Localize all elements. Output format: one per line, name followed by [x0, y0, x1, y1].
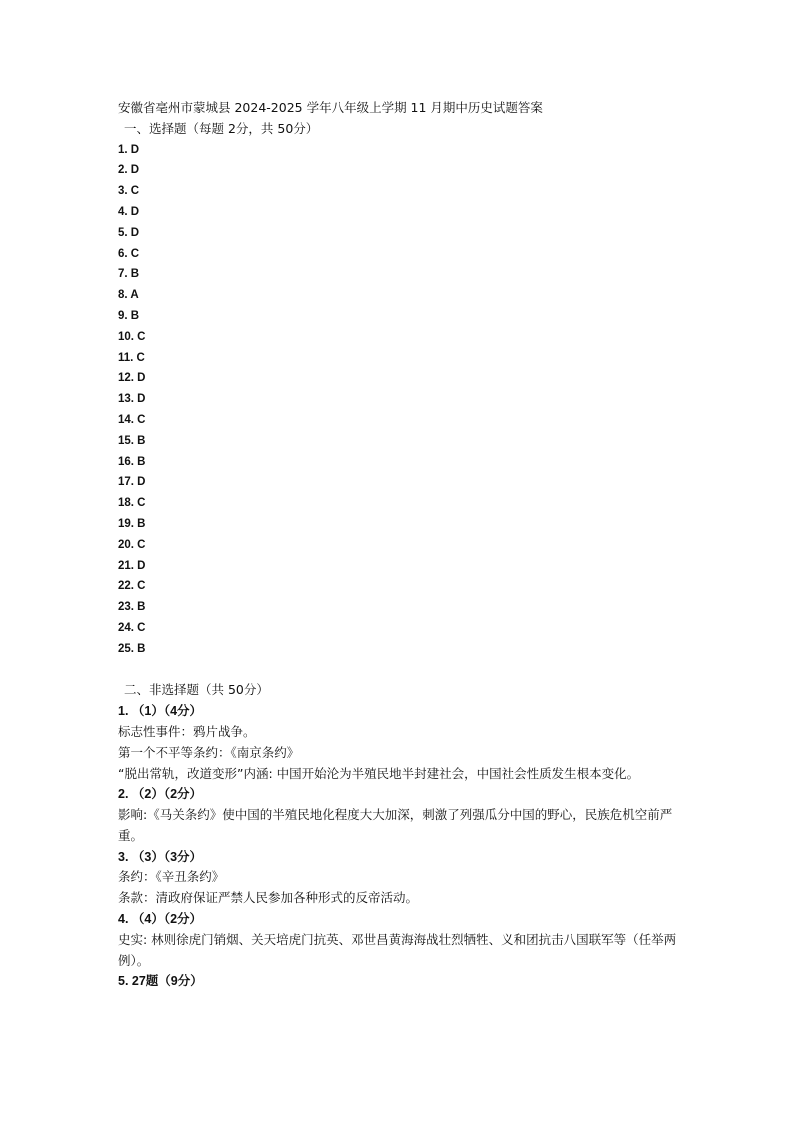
answer-item: 6. C: [118, 247, 140, 260]
answer-item: 17. D: [118, 476, 146, 489]
answer-line: 标志性事件：鸦片战争。: [118, 723, 256, 739]
answer-line: 第一个不平等条约：《南京条约》: [118, 744, 300, 760]
answer-item: 8. A: [118, 289, 139, 302]
answer-item: 18. C: [118, 497, 146, 510]
answer-item: 19. B: [118, 517, 146, 530]
answer-paragraph: 影响:《马关条约》使中国的半殖民地化程度大大加深，刺激了列强瓜分中国的野心，民族危机空前严重。: [118, 807, 673, 843]
choice-answer-list: [118, 140, 682, 660]
answer-item: 2. D: [118, 164, 140, 177]
answer-line: 条约：《辛丑条约》: [118, 869, 225, 885]
answer-paragraph: “脱出常轨，改道变形”内涵: 中国开始沦为半殖民地半封建社会，中国社会性质发生根本变化。: [118, 765, 640, 781]
section-spacer: [118, 660, 682, 681]
question-header: 4. （4）（2分）: [118, 912, 203, 927]
question-header: 1. （1）（4分）: [118, 704, 203, 719]
answer-item: 13. D: [118, 393, 146, 406]
question-header: 3. （3）（3分）: [118, 849, 203, 864]
answer-item: 20. C: [118, 538, 146, 551]
answer-item: 10. C: [118, 330, 146, 343]
answer-item: 21. D: [118, 559, 146, 572]
document-page: [118, 98, 682, 992]
answer-line: 条款：清政府保证严禁人民参加各种形式的反帝活动。: [118, 890, 419, 906]
answer-item: 5. D: [118, 226, 140, 239]
section-heading-choice: 一、选择题（每题 2分，共 50分）: [124, 120, 319, 136]
nonchoice-answers: [118, 701, 682, 992]
answer-item: 24. C: [118, 621, 146, 634]
answer-item: 12. D: [118, 372, 146, 385]
question-header: 2. （2）（2分）: [118, 787, 203, 802]
answer-paragraph: 史实: 林则徐虎门销烟、关天培虎门抗英、邓世昌黄海海战壮烈牺牲、义和团抗击八国联军等（任举两例）。: [118, 931, 677, 968]
answer-item: 16. B: [118, 455, 146, 468]
answer-item: 1. D: [118, 143, 140, 156]
answer-item: 15. B: [118, 434, 146, 447]
section-heading-nonchoice: 二、非选择题（共 50分）: [124, 682, 269, 698]
document-title: 安徽省亳州市蒙城县 2024-2025 学年八年级上学期 11 月期中历史试题答案: [118, 100, 543, 115]
answer-item: 3. C: [118, 185, 140, 198]
answer-item: 22. C: [118, 580, 146, 593]
answer-item: 14. C: [118, 413, 146, 426]
answer-item: 4. D: [118, 205, 140, 218]
answer-item: 23. B: [118, 601, 146, 614]
answer-item: 7. B: [118, 268, 140, 281]
answer-item: 9. B: [118, 309, 140, 322]
answer-item: 11. C: [118, 351, 145, 364]
answer-item: 25. B: [118, 642, 146, 655]
question-header: 5. 27题（9分）: [118, 974, 203, 989]
